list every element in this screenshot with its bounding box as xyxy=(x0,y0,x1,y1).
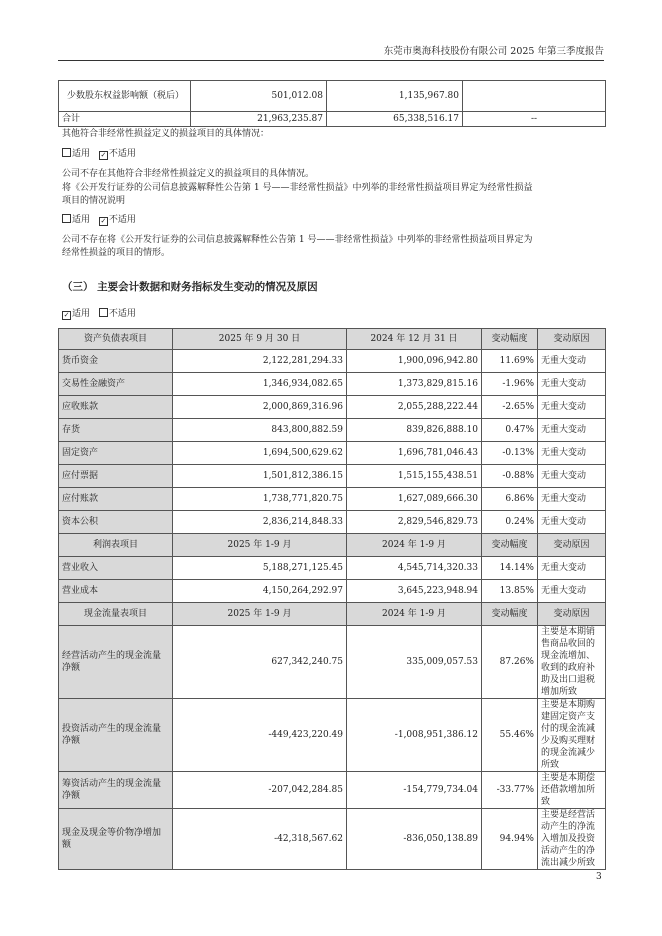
row-label: 经营活动产生的现金流量净额 xyxy=(59,626,173,699)
checkbox-checked-icon: ✓ xyxy=(63,311,70,319)
value-cell: -- xyxy=(463,112,606,127)
value-cell: 1,694,500,629.62 xyxy=(173,442,347,465)
checkbox-checked-icon: ✓ xyxy=(100,217,107,225)
checkbox-label: 适用 xyxy=(72,215,91,225)
value-cell: 627,342,240.75 xyxy=(173,626,347,699)
value-cell: 1,135,967.80 xyxy=(327,81,463,112)
row-label: 合计 xyxy=(59,112,191,127)
column-header: 变动原因 xyxy=(538,603,606,626)
reason-cell: 无重大变动 xyxy=(538,373,606,396)
value-cell: -1,008,951,386.12 xyxy=(347,699,482,772)
reason-cell: 无重大变动 xyxy=(538,511,606,534)
value-cell: 335,009,057.53 xyxy=(347,626,482,699)
change-cell: -2.65% xyxy=(482,396,538,419)
column-header: 变动幅度 xyxy=(482,329,538,350)
change-cell: 87.26% xyxy=(482,626,538,699)
paragraph-line: 经常性损益的项目的情形。 xyxy=(62,248,171,258)
value-cell: 1,346,934,082.65 xyxy=(173,373,347,396)
table-header-row xyxy=(59,329,606,350)
change-cell: 6.86% xyxy=(482,488,538,511)
value-cell: -154,779,734.04 xyxy=(347,772,482,809)
paragraph-line: 将《公开发行证券的公司信息披露解释性公告第 1 号——非经常性损益》中列举的非经常性损益项目界定为经常性损益 xyxy=(62,183,533,193)
paragraph-line: 其他符合非经常性损益定义的损益项目的具体情况： xyxy=(62,129,270,139)
column-header: 利润表项目 xyxy=(59,534,173,557)
change-cell: 0.47% xyxy=(482,419,538,442)
change-cell: -33.77% xyxy=(482,772,538,809)
table-row xyxy=(59,557,606,580)
reason-cell: 无重大变动 xyxy=(538,442,606,465)
page-header xyxy=(58,44,604,61)
checkbox-row xyxy=(62,308,136,321)
row-label: 交易性金融资产 xyxy=(59,373,173,396)
value-cell: -42,318,567.62 xyxy=(173,809,347,870)
reason-cell: 主要是本期购建固定资产支付的现金流减少及购买理财的现金流减少所致 xyxy=(538,699,606,772)
change-cell: -0.88% xyxy=(482,465,538,488)
table-row xyxy=(59,772,606,809)
change-cell: 11.69% xyxy=(482,350,538,373)
value-cell: 1,373,829,815.16 xyxy=(347,373,482,396)
table-row xyxy=(59,396,606,419)
value-cell: 4,150,264,292.97 xyxy=(173,580,347,603)
value-cell: 1,696,781,046.43 xyxy=(347,442,482,465)
table-header-row xyxy=(59,603,606,626)
top-summary-table xyxy=(58,80,606,127)
row-label: 现金及现金等价物净增加额 xyxy=(59,809,173,870)
page-number: 3 xyxy=(596,872,602,882)
section-title: （三） 主要会计数据和财务指标发生变动的情况及原因 xyxy=(62,281,318,293)
value-cell: 1,515,155,438.51 xyxy=(347,465,482,488)
table-row xyxy=(59,488,606,511)
paragraph-line: 公司不存在将《公开发行证券的公司信息披露解释性公告第 1 号——非经常性损益》中列举的非经常性损益项目界定为 xyxy=(62,235,533,245)
checkbox-checked-icon: ✓ xyxy=(100,151,107,159)
row-label: 应收账款 xyxy=(59,396,173,419)
table-header-row xyxy=(59,534,606,557)
reason-cell: 无重大变动 xyxy=(538,350,606,373)
reason-cell: 无重大变动 xyxy=(538,396,606,419)
value-cell: 1,501,812,386.15 xyxy=(173,465,347,488)
reason-cell: 主要是本期偿还借款增加所致 xyxy=(538,772,606,809)
table-row xyxy=(59,112,606,127)
value-cell: 1,900,096,942.80 xyxy=(347,350,482,373)
report-title: 东莞市奥海科技股份有限公司 2025 年第三季度报告 xyxy=(383,46,604,57)
column-header: 2024 年 1-9 月 xyxy=(347,603,482,626)
value-cell: 2,055,288,222.44 xyxy=(347,396,482,419)
reason-cell: 无重大变动 xyxy=(538,465,606,488)
change-cell: 55.46% xyxy=(482,699,538,772)
paragraph-line: 公司不存在其他符合非经常性损益定义的损益项目的具体情况。 xyxy=(62,169,315,179)
reason-cell: 无重大变动 xyxy=(538,488,606,511)
row-label: 应付票据 xyxy=(59,465,173,488)
change-cell: -1.96% xyxy=(482,373,538,396)
table-row xyxy=(59,511,606,534)
value-cell: 501,012.08 xyxy=(191,81,327,112)
reason-cell: 主要是本期销售商品收回的现金流增加、收到的政府补助及出口退税增加所致 xyxy=(538,626,606,699)
table-row xyxy=(59,626,606,699)
value-cell xyxy=(463,81,606,112)
value-cell: 1,738,771,820.75 xyxy=(173,488,347,511)
table-row xyxy=(59,81,606,112)
value-cell: 5,188,271,125.45 xyxy=(173,557,347,580)
value-cell: 2,000,869,316.96 xyxy=(173,396,347,419)
column-header: 变动原因 xyxy=(538,534,606,557)
table-row xyxy=(59,580,606,603)
row-label: 营业成本 xyxy=(59,580,173,603)
row-label: 固定资产 xyxy=(59,442,173,465)
row-label: 投资活动产生的现金流量净额 xyxy=(59,699,173,772)
column-header: 2024 年 1-9 月 xyxy=(347,534,482,557)
reason-cell: 主要是经营活动产生的净流入增加及投资活动产生的净流出减少所致 xyxy=(538,809,606,870)
value-cell: 3,645,223,948.94 xyxy=(347,580,482,603)
value-cell: 21,963,235.87 xyxy=(191,112,327,127)
column-header: 变动幅度 xyxy=(482,534,538,557)
financial-changes-table xyxy=(58,328,606,870)
change-cell: 13.85% xyxy=(482,580,538,603)
checkbox-empty-icon xyxy=(62,214,71,223)
column-header: 资产负债表项目 xyxy=(59,329,173,350)
table-row xyxy=(59,419,606,442)
reason-cell: 无重大变动 xyxy=(538,557,606,580)
change-cell: 94.94% xyxy=(482,809,538,870)
checkbox-empty-icon xyxy=(99,308,108,317)
table-row xyxy=(59,699,606,772)
row-label: 应付账款 xyxy=(59,488,173,511)
value-cell: -836,050,138.89 xyxy=(347,809,482,870)
value-cell: 2,836,214,848.33 xyxy=(173,511,347,534)
table-row xyxy=(59,465,606,488)
row-label: 营业收入 xyxy=(59,557,173,580)
column-header: 现金流量表项目 xyxy=(59,603,173,626)
table-row xyxy=(59,809,606,870)
column-header: 2025 年 1-9 月 xyxy=(173,534,347,557)
value-cell: 843,800,882.59 xyxy=(173,419,347,442)
row-label: 资本公积 xyxy=(59,511,173,534)
table-row xyxy=(59,373,606,396)
table-row xyxy=(59,350,606,373)
value-cell: 2,829,546,829.73 xyxy=(347,511,482,534)
change-cell: -0.13% xyxy=(482,442,538,465)
reason-cell: 无重大变动 xyxy=(538,419,606,442)
column-header: 变动幅度 xyxy=(482,603,538,626)
value-cell: 1,627,089,666.30 xyxy=(347,488,482,511)
change-cell: 0.24% xyxy=(482,511,538,534)
checkbox-label: 不适用 xyxy=(108,309,136,319)
value-cell: 4,545,714,320.33 xyxy=(347,557,482,580)
change-cell: 14.14% xyxy=(482,557,538,580)
column-header: 变动原因 xyxy=(538,329,606,350)
column-header: 2025 年 9 月 30 日 xyxy=(173,329,347,350)
checkbox-empty-icon xyxy=(62,148,71,157)
value-cell: 839,826,888.10 xyxy=(347,419,482,442)
column-header: 2024 年 12 月 31 日 xyxy=(347,329,482,350)
row-label: 存货 xyxy=(59,419,173,442)
paragraph-line: 项目的情况说明 xyxy=(62,196,126,206)
checkbox-row xyxy=(62,148,136,161)
value-cell: -207,042,284.85 xyxy=(173,772,347,809)
checkbox-row xyxy=(62,214,136,227)
checkbox-label: 不适用 xyxy=(108,149,136,159)
value-cell: 2,122,281,294.33 xyxy=(173,350,347,373)
checkbox-label: 适用 xyxy=(72,149,91,159)
checkbox-label: 适用 xyxy=(72,309,91,319)
checkbox-label: 不适用 xyxy=(108,215,136,225)
row-label: 筹资活动产生的现金流量净额 xyxy=(59,772,173,809)
row-label: 少数股东权益影响额（税后） xyxy=(59,81,191,112)
reason-cell: 无重大变动 xyxy=(538,580,606,603)
value-cell: 65,338,516.17 xyxy=(327,112,463,127)
table-row xyxy=(59,442,606,465)
row-label: 货币资金 xyxy=(59,350,173,373)
column-header: 2025 年 1-9 月 xyxy=(173,603,347,626)
value-cell: -449,423,220.49 xyxy=(173,699,347,772)
